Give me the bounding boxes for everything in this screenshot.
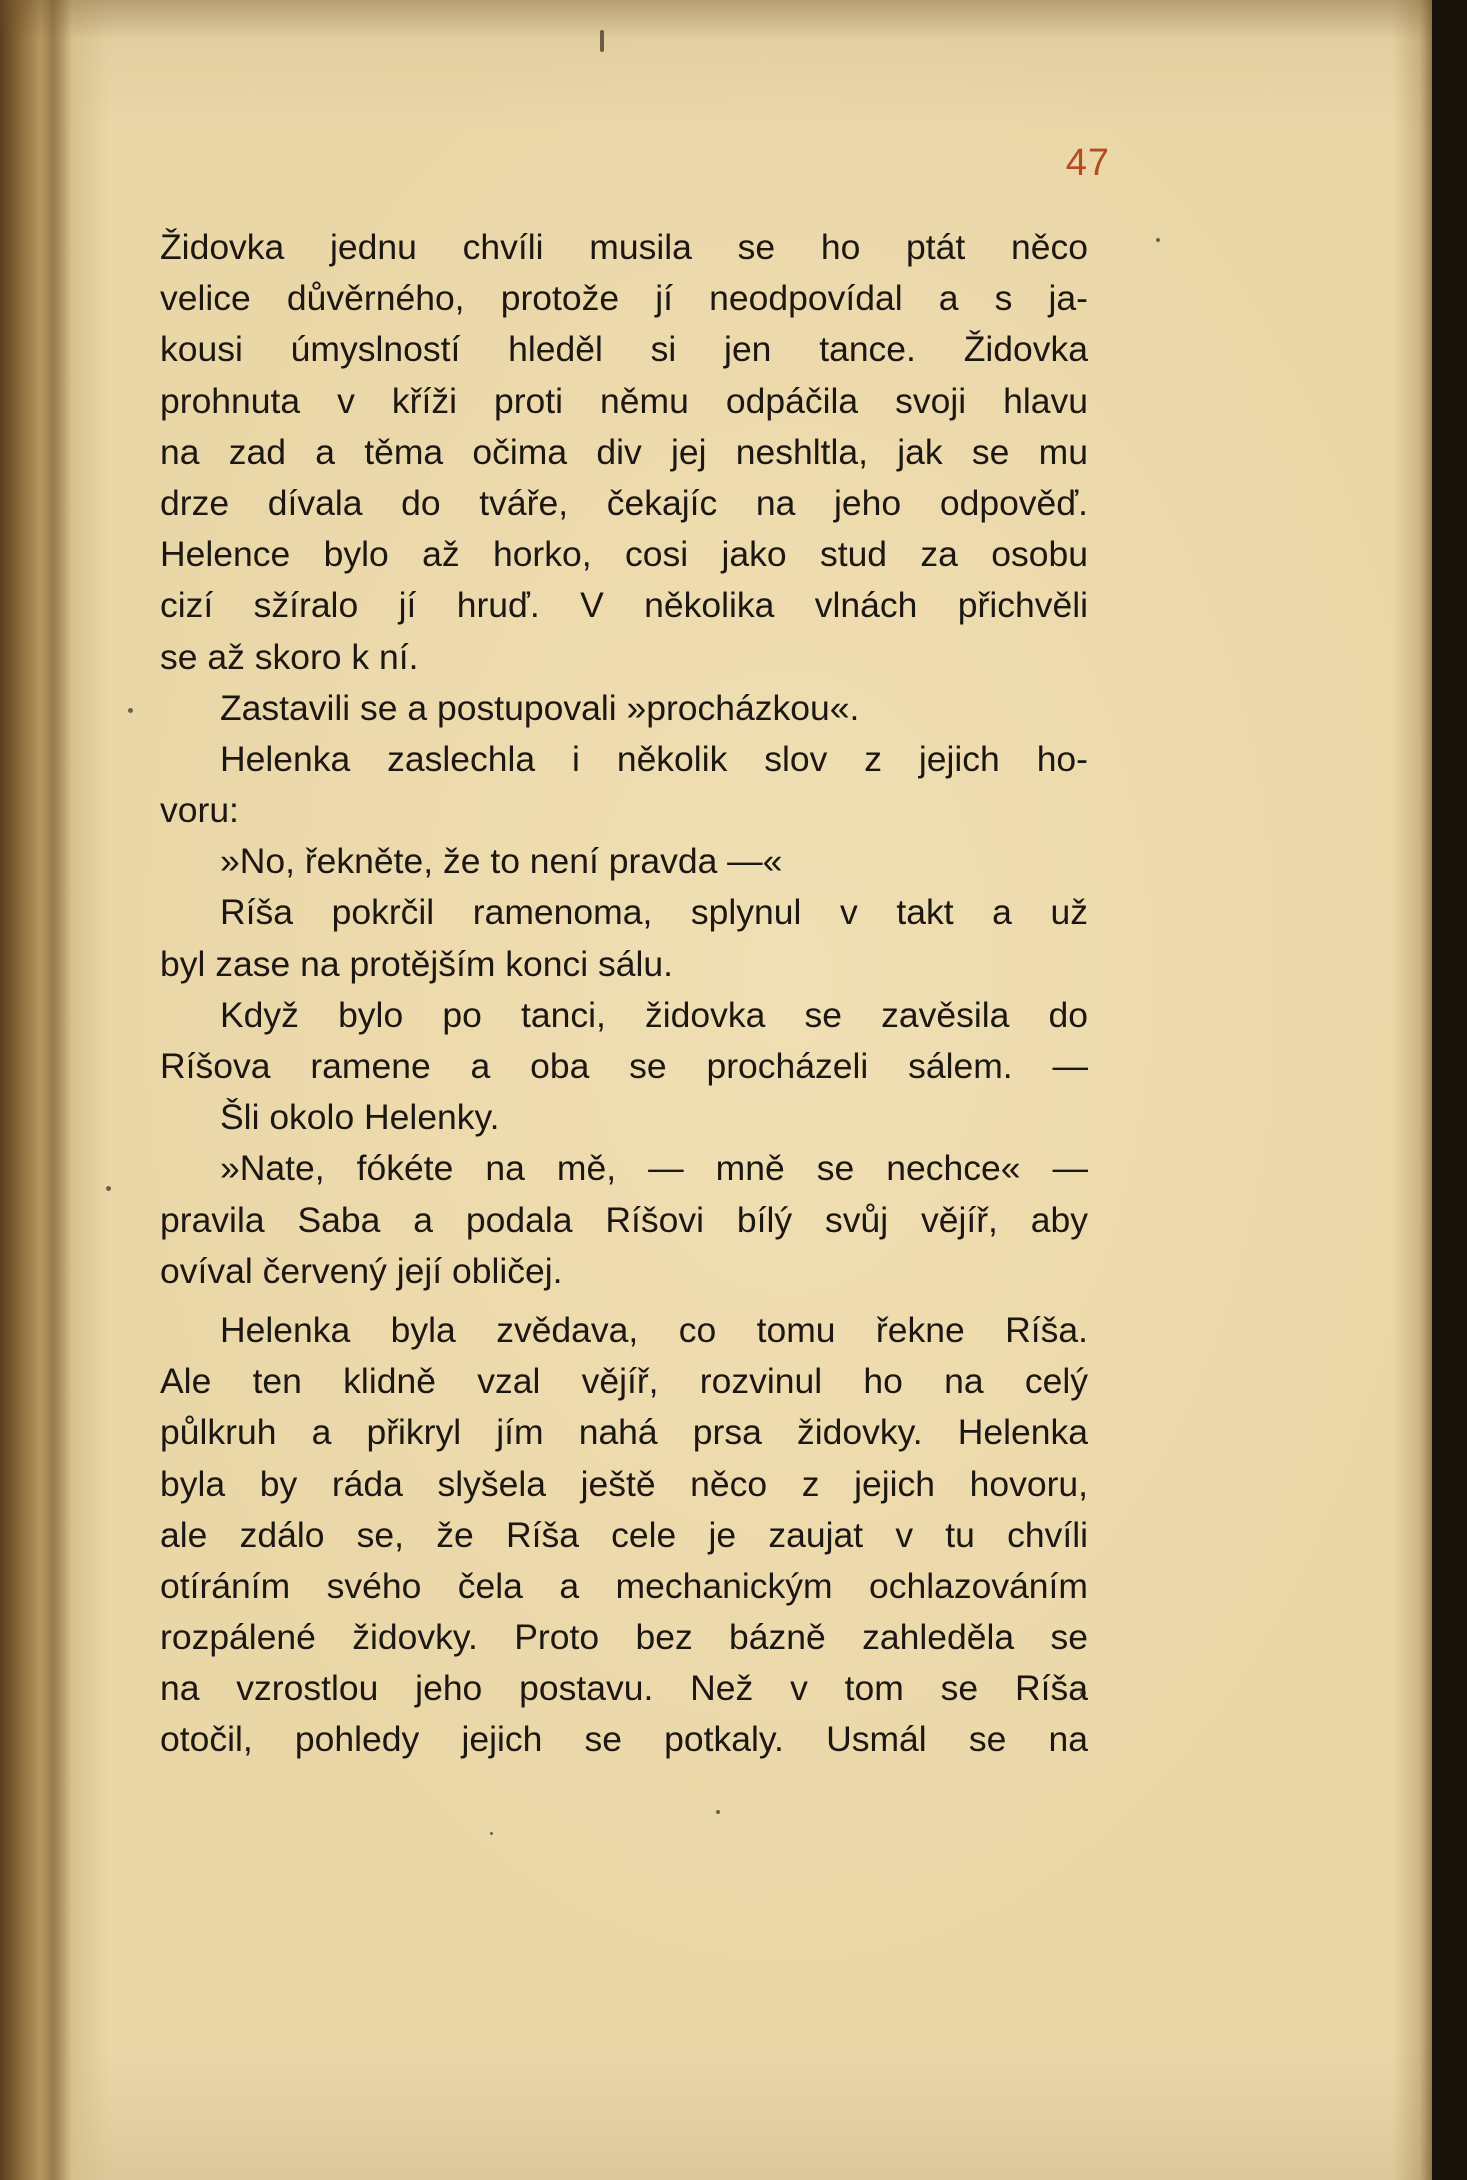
text-line: se až skoro k ní. — [160, 636, 419, 677]
paper-speck — [1156, 238, 1160, 242]
text-line: půlkruh a přikryl jím nahá prsa židovky. Helenka — [160, 1412, 1088, 1453]
spine-stripe — [40, 0, 72, 2180]
text-line: Ríša pokrčil ramenoma, splynul v takt a už — [220, 892, 1088, 933]
text-line: pravila Saba a podala Ríšovi bílý svůj vějíř, aby — [160, 1199, 1088, 1240]
text-line: »Nate, fókéte na mě, — mně se nechce« — — [220, 1148, 1088, 1189]
text-line: Když bylo po tanci, židovka se zavěsila do — [220, 994, 1088, 1035]
text-line: »No, řekněte, že to není pravda —« — [220, 841, 783, 882]
text-line: na zad a těma očima div jej neshltla, jak se mu — [160, 431, 1088, 472]
text-line: velice důvěrného, protože jí neodpovídal a s ja- — [160, 278, 1088, 319]
text-line: prohnuta v kříži proti němu odpáčila svoji hlavu — [160, 380, 1088, 421]
text-line: Zastavili se a postupovali »procházkou«. — [220, 687, 860, 728]
paper-speck — [600, 30, 604, 52]
text-line: na vzrostlou jeho postavu. Než v tom se Ríša — [160, 1668, 1088, 1709]
page-number: 47 — [1065, 142, 1110, 184]
paper-speck — [106, 1186, 111, 1191]
text-line: Ale ten klidně vzal vějíř, rozvinul ho na celý — [160, 1361, 1088, 1402]
page-right-edge — [1392, 0, 1432, 2180]
text-line: rozpálené židovky. Proto bez bázně zahleděla se — [160, 1617, 1088, 1658]
text-line: otíráním svého čela a mechanickým ochlazováním — [160, 1565, 1088, 1606]
text-line: Helenka zaslechla i několik slov z jejich ho- — [220, 738, 1088, 779]
text-line: Šli okolo Helenky. — [220, 1097, 500, 1138]
text-line: Helenka byla zvědava, co tomu řekne Ríša. — [220, 1309, 1088, 1350]
paper-speck — [490, 1832, 493, 1835]
text-line: Židovka jednu chvíli musila se ho ptát něco — [160, 227, 1088, 267]
text-line: Ríšova ramene a oba se procházeli sálem. — — [160, 1046, 1088, 1086]
text-line: byl zase na protějším konci sálu. — [160, 943, 674, 984]
paragraph-gap — [160, 1297, 1088, 1305]
body-text — [160, 222, 1088, 1766]
text-line: kousi úmyslností hleděl si jen tance. Židovka — [160, 329, 1088, 370]
text-line: voru: — [160, 790, 239, 831]
text-line: ovíval červený její obličej. — [160, 1250, 563, 1291]
text-line: drze dívala do tváře, čekajíc na jeho odpověď. — [160, 482, 1088, 523]
text-line: byla by ráda slyšela ještě něco z jejich hovoru, — [160, 1463, 1088, 1504]
text-line: Helence bylo až horko, cosi jako stud za osobu — [160, 534, 1088, 575]
paper-speck — [716, 1810, 720, 1814]
paper-speck — [128, 708, 133, 713]
page-top-shade — [0, 0, 1432, 40]
text-line: cizí sžíralo jí hruď. V několika vlnách přichvěli — [160, 585, 1088, 626]
text-line: otočil, pohledy jejich se potkaly. Usmál se na — [160, 1719, 1088, 1760]
text-line: ale zdálo se, že Ríša cele je zaujat v tu chvíli — [160, 1514, 1088, 1555]
